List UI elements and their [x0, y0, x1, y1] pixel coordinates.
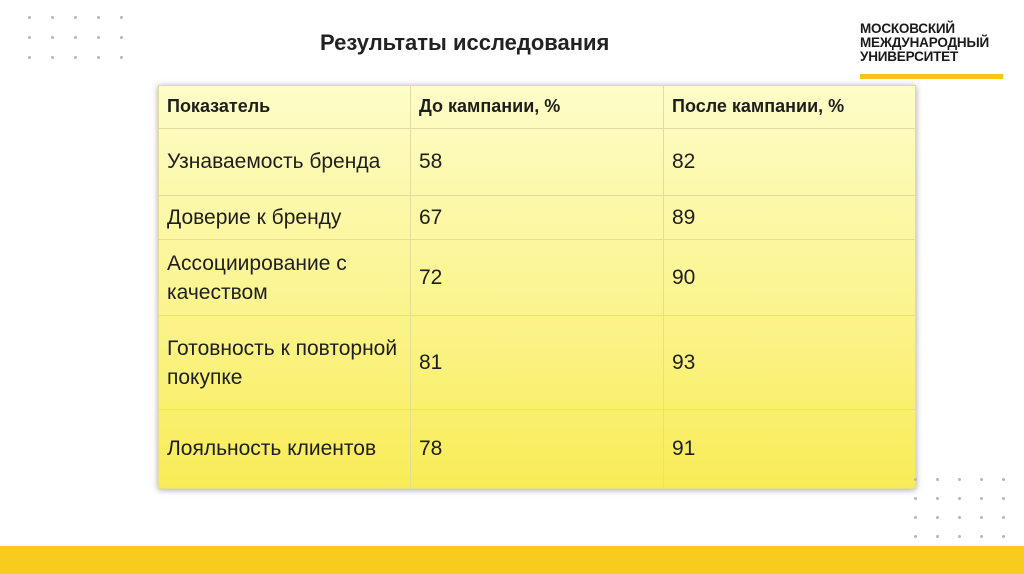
decorative-dot-grid-bottom-right — [914, 478, 1005, 538]
before-cell: 78 — [411, 409, 664, 488]
after-cell: 91 — [664, 409, 916, 488]
results-table — [158, 85, 916, 489]
table-row — [159, 128, 916, 195]
slide-title: Результаты исследования — [320, 30, 610, 55]
indicator-cell: Ассоциирование с качеством — [159, 240, 411, 316]
after-cell: 82 — [664, 128, 916, 195]
after-cell: 89 — [664, 195, 916, 240]
university-logo — [860, 22, 989, 64]
indicator-cell: Узнаваемость бренда — [159, 128, 411, 195]
logo-line-1: МОСКОВСКИЙ — [860, 21, 955, 36]
table-row — [159, 409, 916, 488]
table-row — [159, 240, 916, 316]
table-row — [159, 316, 916, 409]
before-cell: 81 — [411, 316, 664, 409]
logo-underline — [860, 74, 1003, 79]
before-cell: 58 — [411, 128, 664, 195]
logo-line-3: УНИВЕРСИТЕТ — [860, 49, 959, 64]
before-cell: 72 — [411, 240, 664, 316]
header-before: До кампании, % — [411, 86, 664, 129]
indicator-cell: Доверие к бренду — [159, 195, 411, 240]
logo-line-2: МЕЖДУНАРОДНЫЙ — [860, 35, 989, 50]
decorative-dot-grid-top-left — [28, 16, 123, 59]
after-cell: 93 — [664, 316, 916, 409]
footer-accent-bar — [0, 546, 1024, 574]
before-cell: 67 — [411, 195, 664, 240]
table-header-row — [159, 86, 916, 129]
header-indicator: Показатель — [159, 86, 411, 129]
after-cell: 90 — [664, 240, 916, 316]
header-after: После кампании, % — [664, 86, 916, 129]
indicator-cell: Готовность к повторной покупке — [159, 316, 411, 409]
indicator-cell: Лояльность клиентов — [159, 409, 411, 488]
table-row — [159, 195, 916, 240]
